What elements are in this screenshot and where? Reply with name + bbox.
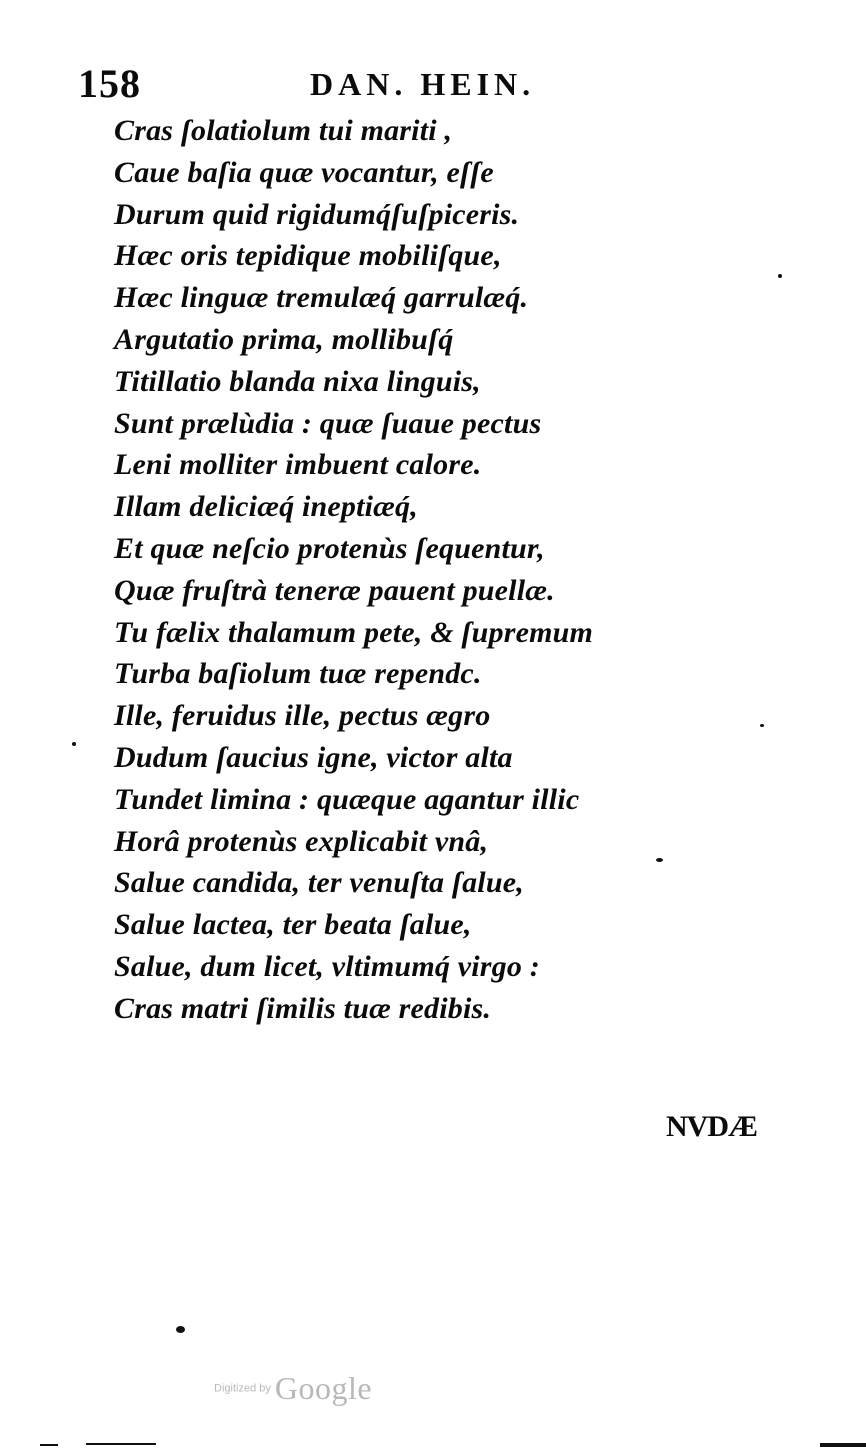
verse-line-18: Horâ protenùs explicabit vnâ, — [114, 824, 489, 858]
verse-line-12: Quæ fruſtrà teneræ pauent puellæ. — [114, 573, 555, 607]
verse-line-5: Hæc linguæ tremulæq́ garrulæq́. — [114, 281, 529, 315]
scan-speck — [656, 858, 663, 862]
watermark-prefix: Digitized by — [214, 1382, 271, 1395]
verse-line-4: Hæc oris tepidique mobiliſque, — [114, 239, 502, 273]
scan-speck — [778, 274, 782, 278]
verse-line-7: Titillatio blanda nixa linguis, — [114, 364, 481, 398]
verse-line-11: Et quæ neſcio protenùs ſequentur, — [114, 531, 545, 565]
verse-line-13: Tu fælix thalamum pete, & ſupremum — [114, 615, 594, 649]
verse-line-10: Illam deliciæq́ ineptiæq́, — [114, 490, 418, 524]
page-number: 158 — [78, 61, 141, 106]
verse-line-14: Turba baſiolum tuæ rependc. — [114, 657, 482, 691]
running-title: DAN. HEIN. — [310, 66, 536, 102]
verse-line-16: Dudum ſaucius igne, victor alta — [114, 740, 513, 774]
verse-line-2: Caue baſia quæ vocantur, eſſe — [114, 155, 494, 189]
verse-line-22: Cras matri ſimilis tuæ redibis. — [114, 991, 492, 1025]
scan-edge-mark — [820, 1443, 866, 1447]
verse-line-6: Argutatio prima, mollibuſq́ — [114, 322, 454, 356]
scan-speck — [760, 724, 764, 727]
verse-line-20: Salue lactea, ter beata ſalue, — [114, 908, 472, 942]
verse-line-1: Cras ſolatiolum tui mariti , — [114, 114, 453, 147]
verse-line-21: Salue, dum licet, vltimumq́ virgo : — [114, 949, 540, 983]
poem-body — [114, 110, 734, 1030]
catchword: NVDÆ — [666, 1110, 757, 1143]
verse-line-19: Salue candida, ter venuſta ſalue, — [114, 866, 524, 900]
scan-edge-mark — [86, 1443, 156, 1445]
watermark-brand: Google — [274, 1370, 373, 1406]
digitization-watermark — [214, 1370, 372, 1407]
verse-line-17: Tundet limina : quæque agantur illic — [114, 782, 580, 816]
verse-line-8: Sunt prælùdia : quæ ſuaue pectus — [114, 406, 542, 440]
verse-line-3: Durum quid rigidumq́ſuſpiceris. — [114, 197, 520, 231]
scan-speck — [176, 1326, 185, 1333]
verse-line-15: Ille, feruidus ille, pectus ægro — [114, 699, 491, 733]
scan-edge-mark — [40, 1444, 58, 1446]
verse-line-9: Leni molliter imbuent calore. — [114, 448, 482, 482]
scan-speck — [72, 742, 76, 746]
